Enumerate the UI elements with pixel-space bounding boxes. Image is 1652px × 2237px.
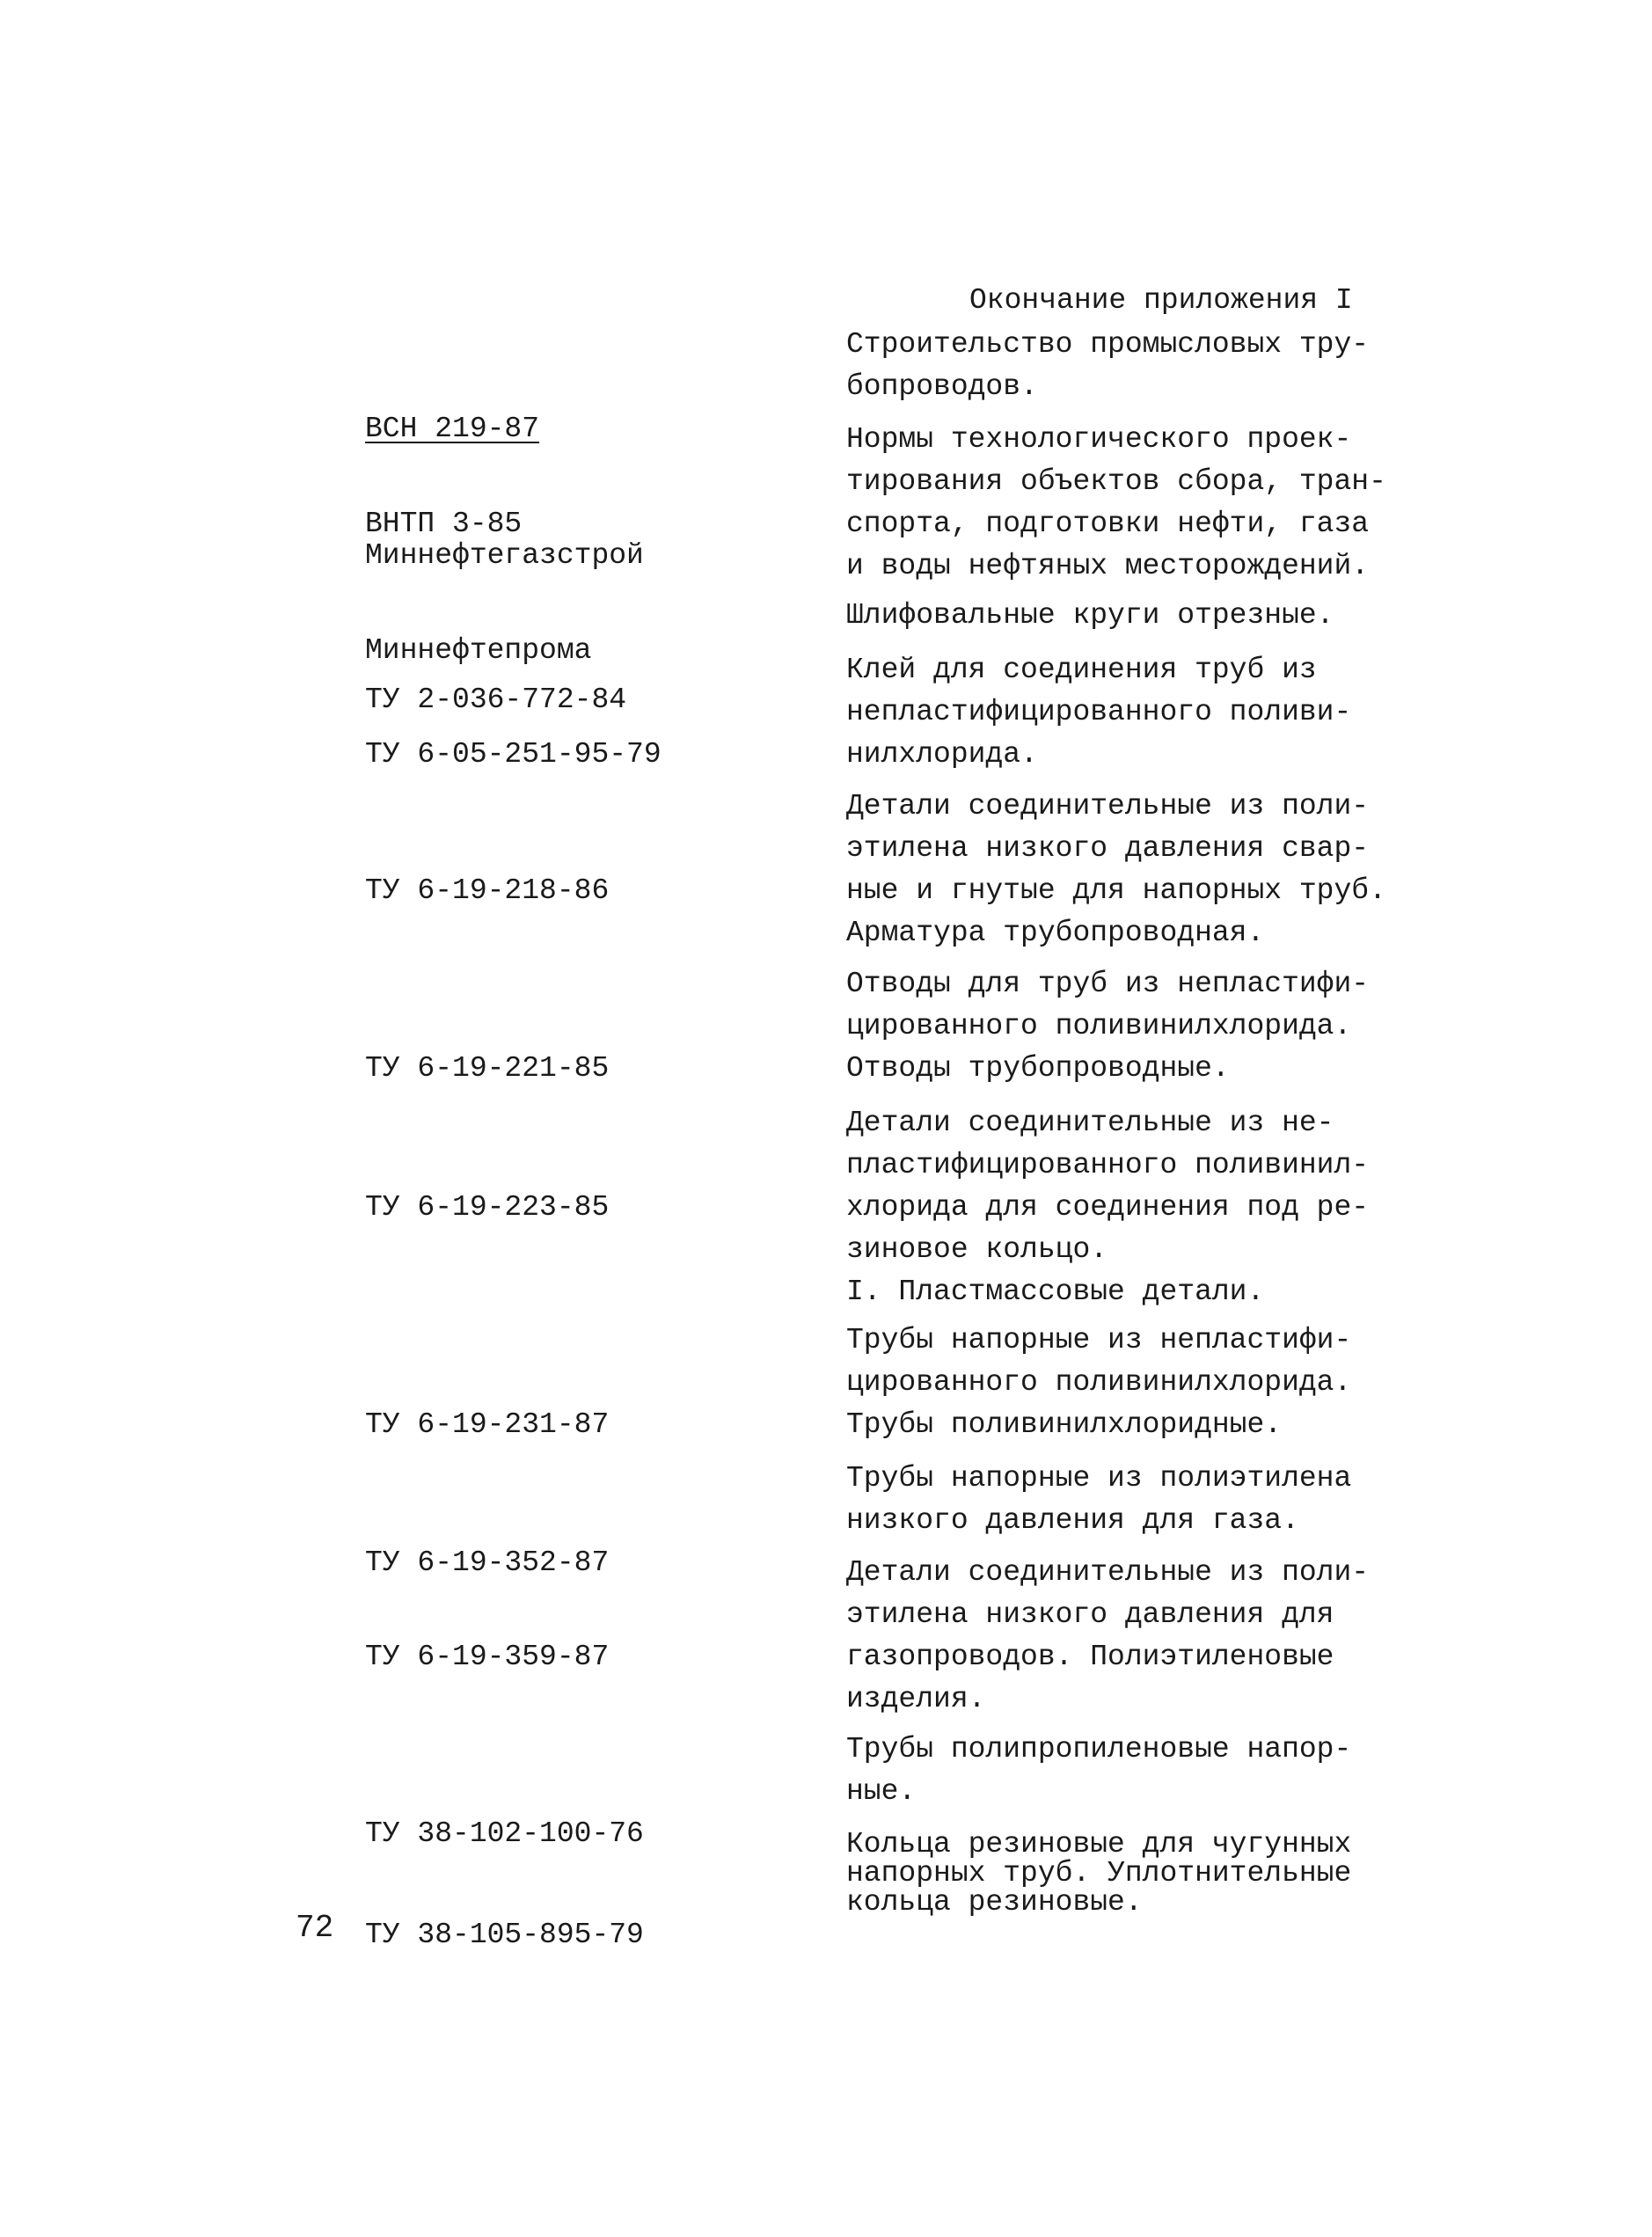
- page-number: 72: [296, 1910, 334, 1946]
- standard-code-line: ТУ 6-19-352-87: [365, 1546, 610, 1579]
- description-line: низкого давления для газа.: [846, 1504, 1299, 1537]
- description-line: бопроводов.: [846, 370, 1038, 403]
- standard-description: [846, 649, 1480, 776]
- description-line: Трубы напорные из полиэтилена: [846, 1462, 1352, 1495]
- description-line: спорта, подготовки нефти, газа: [846, 508, 1370, 540]
- description-line: Клей для соединения труб из: [846, 654, 1317, 686]
- standard-code-line: ТУ 38-105-895-79: [365, 1919, 644, 1951]
- description-line: Детали соединительные из поли-: [846, 790, 1370, 822]
- standard-code-line: Миннефтепрома: [365, 634, 592, 667]
- description-line: Трубы поливинилхлоридные.: [846, 1408, 1283, 1441]
- standard-description: [846, 419, 1480, 588]
- standard-description: [846, 595, 1480, 637]
- standard-code-line: ТУ 6-19-218-86: [365, 874, 610, 907]
- description-line: Детали соединительные из не-: [846, 1107, 1334, 1139]
- standard-description: [846, 1458, 1480, 1542]
- description-line: Трубы напорные из непластифи-: [846, 1324, 1352, 1356]
- standard-code-line: ВНТП 3-85: [365, 508, 523, 540]
- description-line: Арматура трубопроводная.: [846, 917, 1265, 949]
- description-line: цированного поливинилхлорида.: [846, 1366, 1352, 1399]
- standard-description: [846, 1320, 1480, 1446]
- description-line: Отводы трубопроводные.: [846, 1052, 1230, 1085]
- standard-description: [846, 1102, 1480, 1313]
- description-line: зиновое кольцо.: [846, 1233, 1108, 1266]
- standard-code: [365, 1830, 822, 2041]
- description-line: хлорида для соединения под ре-: [846, 1191, 1370, 1224]
- description-line: изделия.: [846, 1683, 986, 1715]
- description-line: кольца резиновые.: [846, 1886, 1143, 1919]
- description-line: этилена низкого давления свар-: [846, 832, 1370, 865]
- description-line: Кольца резиновые для чугунных: [846, 1828, 1352, 1861]
- description-line: цированного поливинилхлорида.: [846, 1010, 1352, 1042]
- standard-code-line: ТУ 6-19-359-87: [365, 1641, 610, 1673]
- description-line: непластифицированного поливи-: [846, 696, 1352, 728]
- standard-description: [846, 1830, 1480, 1917]
- description-line: I. Пластмассовые детали.: [846, 1276, 1265, 1308]
- standard-code: [365, 1102, 822, 1313]
- description-line: Строительство промысловых тру-: [846, 328, 1370, 361]
- standard-description: [846, 1552, 1480, 1721]
- standard-code-line: ТУ 6-05-251-95-79: [365, 738, 662, 771]
- description-line: напорных труб. Уплотнительные: [846, 1857, 1352, 1890]
- standard-description: [846, 324, 1480, 408]
- standard-code-line: ВСН 219-87: [365, 413, 540, 445]
- standard-code-line: ТУ 38-102-100-76: [365, 1817, 644, 1850]
- standard-code-line: ТУ 6-19-231-87: [365, 1408, 610, 1441]
- description-line: ные.: [846, 1775, 917, 1808]
- description-line: пластифицированного поливинил-: [846, 1149, 1370, 1181]
- description-line: Отводы для труб из непластифи-: [846, 968, 1370, 1000]
- description-line: Детали соединительные из поли-: [846, 1556, 1370, 1589]
- standard-code-line: Миннефтегазстрой: [365, 539, 644, 572]
- description-line: тирования объектов сбора, тран-: [846, 465, 1386, 498]
- standard-description: [846, 1729, 1480, 1813]
- standard-code-line: ТУ 6-19-223-85: [365, 1191, 610, 1224]
- standard-code-line: ТУ 2-036-772-84: [365, 684, 627, 716]
- description-line: нилхлорида.: [846, 738, 1038, 771]
- description-line: этилена низкого давления для: [846, 1598, 1334, 1631]
- standard-description: [846, 786, 1480, 954]
- standard-description: [846, 963, 1480, 1090]
- description-line: Трубы полипропиленовые напор-: [846, 1733, 1352, 1765]
- standard-code-line: ТУ 6-19-221-85: [365, 1052, 610, 1085]
- description-line: Нормы технологического проек-: [846, 423, 1352, 456]
- appendix-heading: Окончание приложения I: [969, 284, 1353, 317]
- description-line: Шлифовальные круги отрезные.: [846, 599, 1334, 632]
- description-line: и воды нефтяных месторождений.: [846, 550, 1370, 582]
- description-line: ные и гнутые для напорных труб.: [846, 874, 1386, 907]
- description-line: газопроводов. Полиэтиленовые: [846, 1641, 1334, 1673]
